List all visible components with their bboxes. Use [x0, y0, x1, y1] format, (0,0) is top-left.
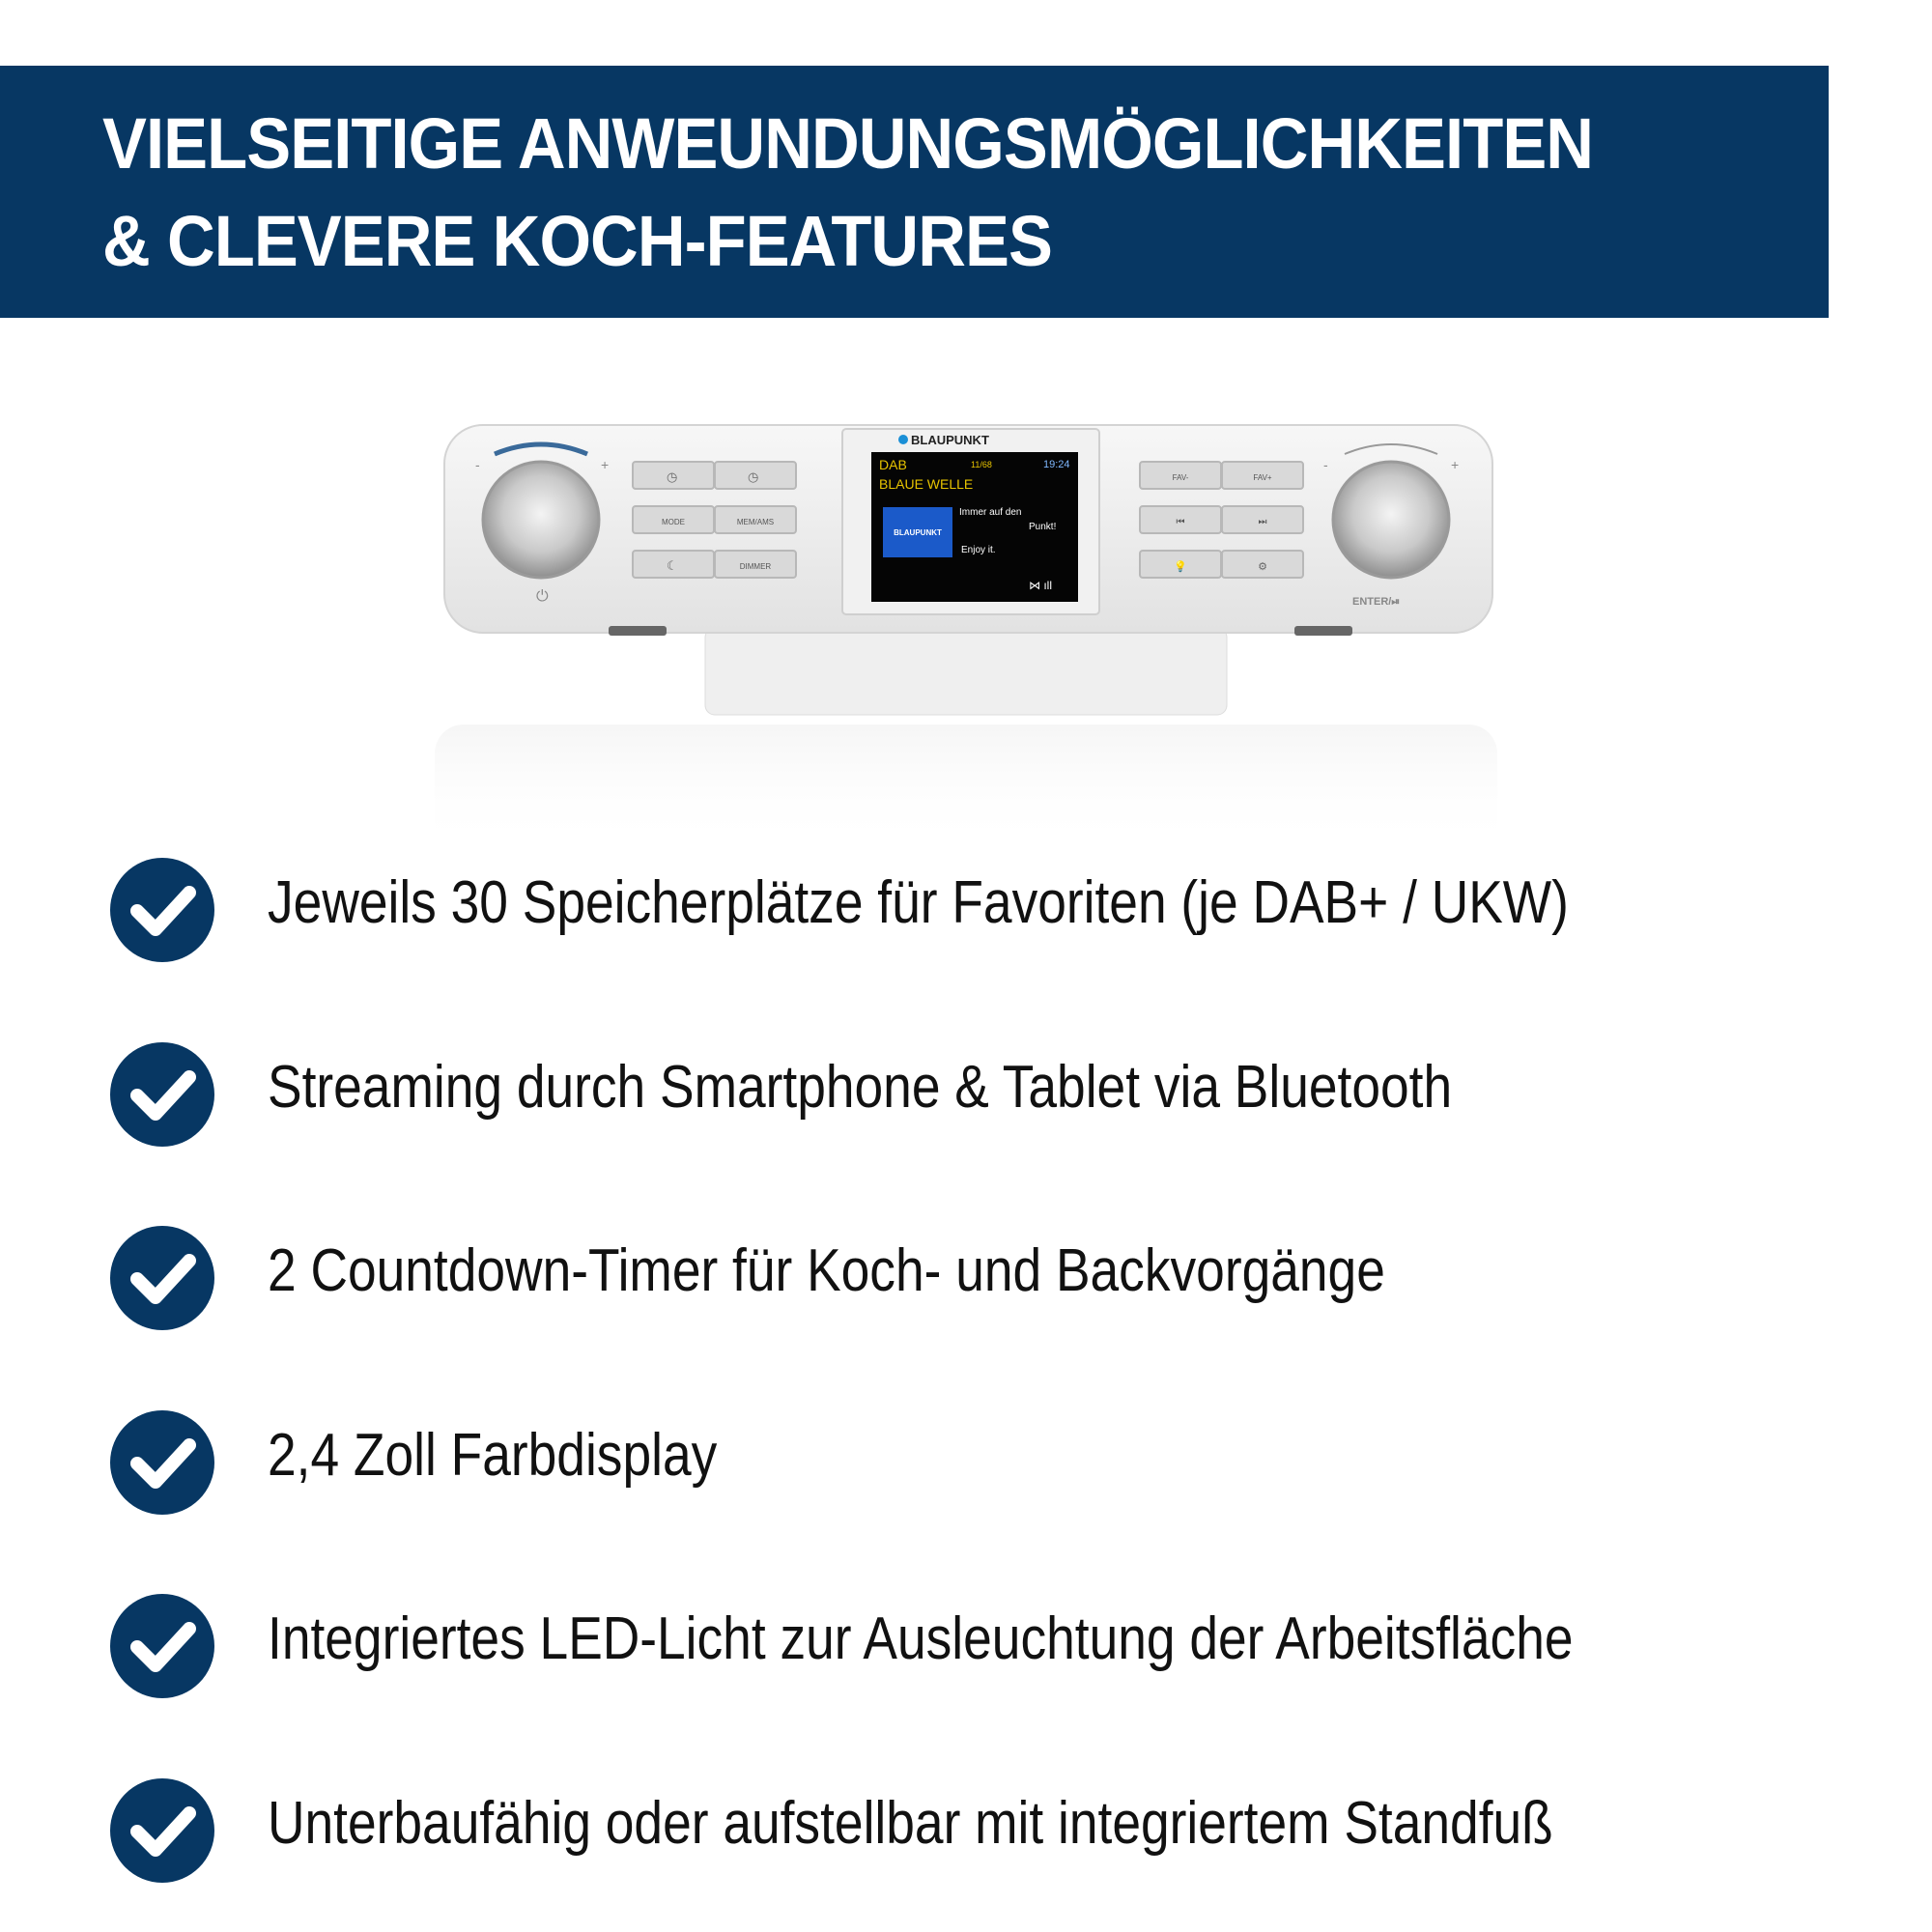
timer1-icon: ◷ [667, 469, 678, 484]
signal-icon: ⋈ ıll [1029, 579, 1052, 592]
next-icon: ⏭ [1258, 517, 1267, 527]
mode-label: MODE [662, 518, 685, 526]
display-slogan-1: Immer auf den [959, 507, 1022, 518]
feature-item [110, 1410, 1897, 1517]
feature-item [110, 1778, 1897, 1885]
display-source: DAB [879, 457, 907, 472]
sleep-icon: ☾ [667, 558, 678, 573]
mem-ams-label: MEM/AMS [736, 518, 775, 526]
feature-text: 2 Countdown-Timer für Koch- und Backvorgänge [268, 1237, 1385, 1304]
power-icon: ⏻ [536, 588, 549, 605]
feature-item [110, 858, 1897, 964]
checkmark-icon [110, 1594, 214, 1698]
checkmark-icon [110, 1226, 214, 1330]
display-preset: 11/68 [971, 460, 992, 469]
checkmark-icon [110, 1042, 214, 1147]
prev-icon: ⏮ [1176, 517, 1185, 527]
display-logo: BLAUPUNKT [894, 528, 942, 537]
tuning-knob [1333, 462, 1449, 578]
feature-item [110, 1226, 1897, 1332]
stand-foot [705, 628, 1227, 715]
fav-plus-label: FAV+ [1253, 473, 1272, 482]
dimmer-label: DIMMER [739, 562, 772, 571]
light-icon: 💡 [1174, 561, 1187, 573]
enter-label: ENTER/⏯ [1352, 596, 1401, 608]
settings-icon: ⚙ [1258, 561, 1267, 573]
title-line-1: VIELSEITIGE ANWEUNDUNGSMÖGLICHKEITEN [102, 103, 1594, 184]
feature-text: Unterbaufähig oder aufstellbar mit integriertem Standfuß [268, 1790, 1553, 1857]
checkmark-icon [110, 858, 214, 962]
plus-right: + [1451, 457, 1460, 472]
volume-knob [483, 462, 599, 578]
display-slogan-2: Punkt! [1029, 522, 1057, 532]
timer2-icon: ◷ [748, 469, 759, 484]
feature-text: 2,4 Zoll Farbdisplay [268, 1422, 718, 1489]
plus-left: + [601, 457, 610, 472]
feature-item [110, 1042, 1897, 1149]
kitchen-radio-image [425, 406, 1507, 850]
feature-item [110, 1594, 1897, 1700]
brand-label: BLAUPUNKT [911, 433, 989, 447]
display-time: 19:24 [1043, 459, 1070, 470]
right-button-panel [1140, 462, 1303, 578]
reflection [435, 724, 1497, 850]
fav-minus-label: FAV- [1172, 473, 1189, 482]
minus-right: - [1323, 457, 1328, 472]
title-line-2: & CLEVERE KOCH-FEATURES [102, 201, 1052, 281]
feature-text: Integriertes LED-Licht zur Ausleuchtung der Arbeitsfläche [268, 1605, 1574, 1672]
checkmark-icon [110, 1778, 214, 1883]
checkmark-icon [110, 1410, 214, 1515]
display-slogan-3: Enjoy it. [961, 545, 996, 555]
feature-text: Jeweils 30 Speicherplätze für Favoriten (je DAB+ / UKW) [268, 869, 1569, 936]
minus-left: - [475, 457, 480, 472]
feature-text: Streaming durch Smartphone & Tablet via Bluetooth [268, 1054, 1453, 1121]
display-station: BLAUE WELLE [879, 476, 974, 492]
